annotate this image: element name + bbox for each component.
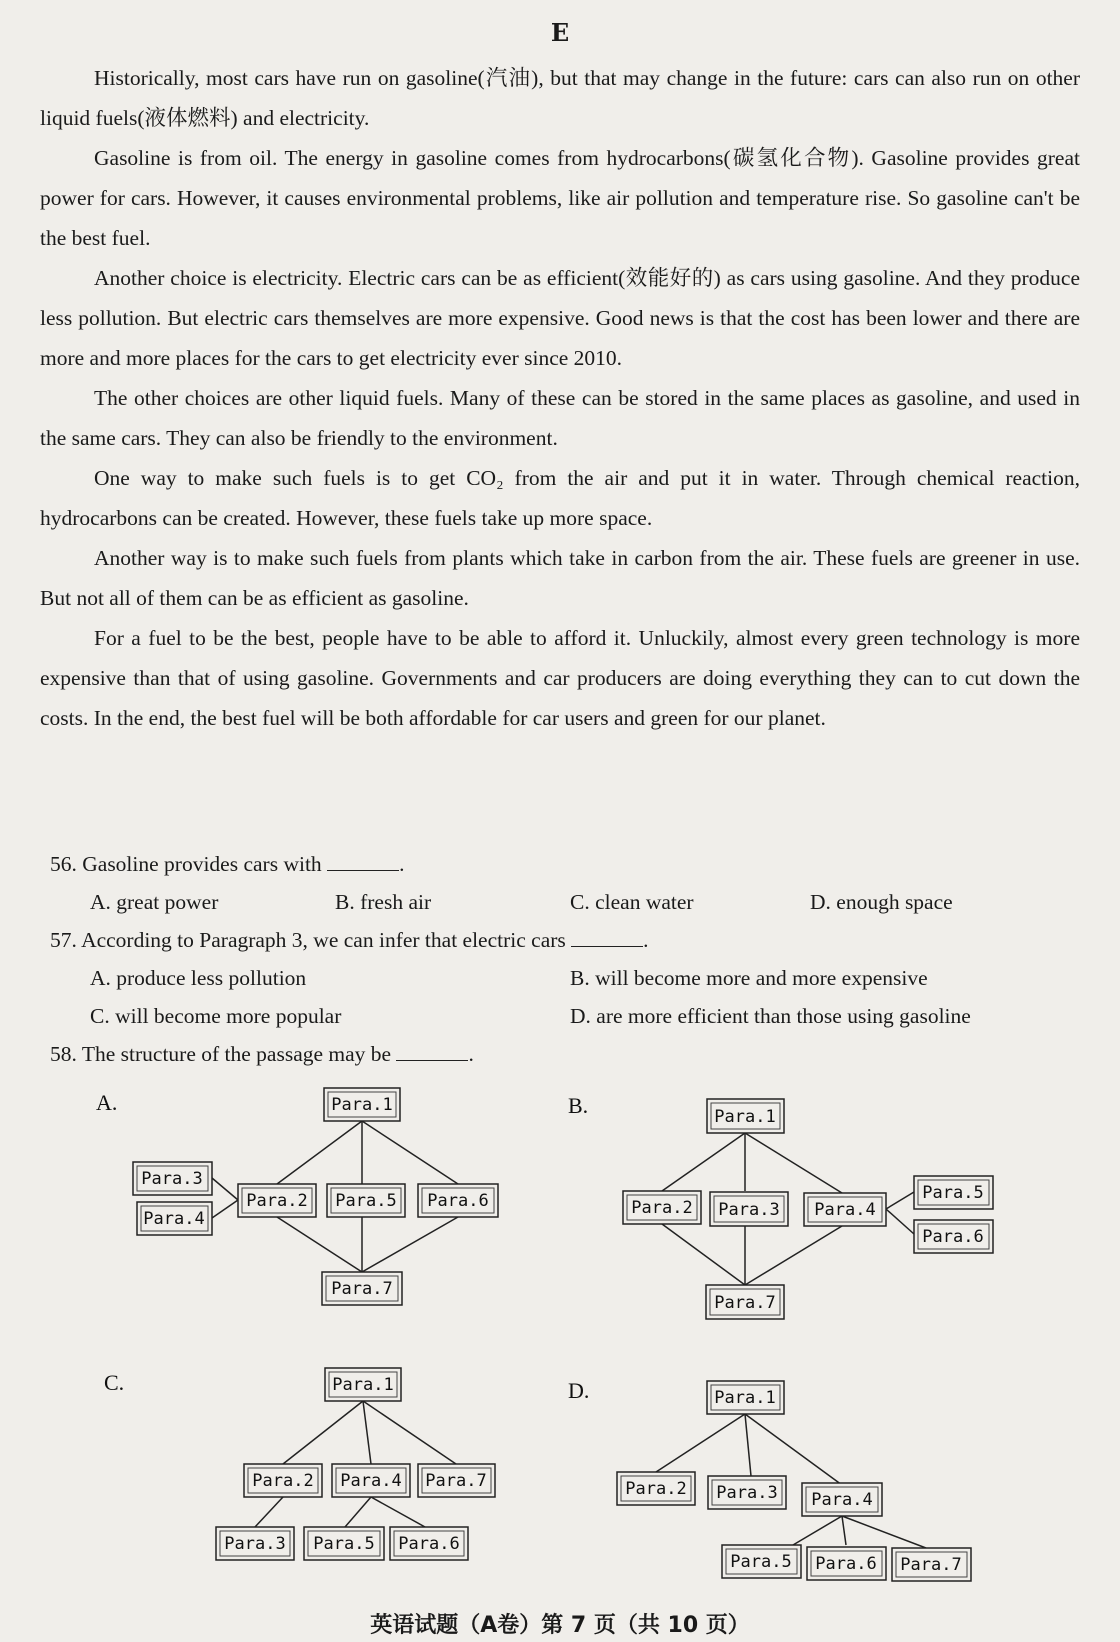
svg-text:Para.7: Para.7 [425, 1471, 487, 1491]
diagram-b-para5 [914, 1176, 993, 1209]
svg-text:Para.1: Para.1 [332, 1375, 394, 1395]
diagram-d-para5 [722, 1545, 801, 1578]
svg-text:Para.1: Para.1 [714, 1107, 776, 1127]
diagram-d-para6 [807, 1547, 886, 1580]
svg-text:Para.4: Para.4 [814, 1200, 876, 1220]
diagram-b-para7 [706, 1285, 784, 1319]
option-d[interactable]: D. enough space [810, 890, 953, 914]
paragraph-2: Gasoline is from oil. The energy in gasoline comes from hydrocarbons(碳氢化合物). Gasoline provides great power for cars. However, it causes environmental problems, like air pollution and temperature rise. So gasoline can't be the best fuel. [40, 146, 1080, 250]
diagram-c-para6 [390, 1527, 468, 1560]
svg-text:Para.3: Para.3 [141, 1169, 203, 1189]
question-56: 56. Gasoline provides cars with . [50, 852, 405, 876]
diagram-a-para2 [238, 1184, 316, 1217]
svg-text:Para.4: Para.4 [340, 1471, 402, 1491]
question-58: 58. The structure of the passage may be . [50, 1042, 474, 1066]
svg-text:Para.1: Para.1 [714, 1388, 776, 1408]
diagram-label-b[interactable]: B. [568, 1093, 589, 1118]
diagram-a [133, 1088, 498, 1305]
svg-text:Para.5: Para.5 [922, 1183, 984, 1203]
diagram-a-para4 [137, 1202, 212, 1235]
diagram-d [617, 1381, 971, 1581]
option-d[interactable]: D. are more efficient than those using gasoline [570, 1004, 971, 1028]
svg-text:Para.5: Para.5 [730, 1552, 792, 1572]
svg-text:Para.3: Para.3 [224, 1534, 286, 1554]
diagram-c-para1 [325, 1368, 401, 1401]
svg-text:Para.7: Para.7 [714, 1293, 776, 1313]
diagram-d-para3 [708, 1476, 786, 1509]
diagram-a-para1 [324, 1088, 400, 1121]
paragraph-4: The other choices are other liquid fuels. Many of these can be stored in the same places as gasoline, and used in the same cars. They can also be friendly to the environment. [40, 386, 1080, 450]
paragraph-6: Another way is to make such fuels from plants which take in carbon from the air. These fuels are greener in use. But not all of them can be as efficient as gasoline. [40, 546, 1080, 610]
diagram-b-para1 [707, 1099, 784, 1133]
option-b[interactable]: B. fresh air [335, 890, 432, 914]
option-b[interactable]: B. will become more and more expensive [570, 966, 928, 990]
diagram-c-para5 [304, 1527, 384, 1560]
svg-text:Para.6: Para.6 [922, 1227, 984, 1247]
svg-text:Para.5: Para.5 [313, 1534, 375, 1554]
question-57: 57. According to Paragraph 3, we can infer that electric cars . [50, 928, 649, 952]
diagram-b [623, 1099, 993, 1319]
svg-text:Para.6: Para.6 [815, 1554, 877, 1574]
option-c[interactable]: C. clean water [570, 890, 694, 914]
svg-text:Para.2: Para.2 [631, 1198, 693, 1218]
diagram-c-para7 [418, 1464, 495, 1497]
paragraph-7: For a fuel to be the best, people have to be able to afford it. Unluckily, almost every green technology is more expensive than that of using gasoline. Governments and car producers are doing everything they can to cut down the costs. In the end, the best fuel will be both affordable for car users and green for our planet. [40, 626, 1080, 730]
section-title: E [550, 18, 570, 47]
page-footer: 英语试题（A卷）第 7 页（共 10 页） [370, 1613, 750, 1638]
diagram-c-para2 [244, 1464, 322, 1497]
diagram-c [216, 1368, 495, 1560]
diagram-label-a[interactable]: A. [96, 1090, 118, 1115]
svg-text:Para.1: Para.1 [331, 1095, 393, 1115]
svg-text:Para.2: Para.2 [252, 1471, 314, 1491]
question-58-stem: 58. The structure of the passage may be [50, 1042, 392, 1066]
svg-text:Para.7: Para.7 [900, 1555, 962, 1575]
svg-text:Para.3: Para.3 [716, 1483, 778, 1503]
paragraph-3: Another choice is electricity. Electric cars can be as efficient(效能好的) as cars using gasoline. And they produce less pollution. But electric cars themselves are more expensive. Good news is that the cost has been lower and there are more and more places for the cars to get electricity ever since 2010. [40, 266, 1080, 370]
diagram-a-para6 [418, 1184, 498, 1217]
option-a[interactable]: A. produce less pollution [90, 966, 307, 990]
diagram-c-para4 [332, 1464, 410, 1497]
diagram-a-para5 [327, 1184, 405, 1217]
question-57-stem: 57. According to Paragraph 3, we can infer that electric cars [50, 928, 566, 952]
option-a[interactable]: A. great power [90, 890, 219, 914]
diagram-d-para2 [617, 1472, 695, 1505]
diagram-c-para3 [216, 1527, 294, 1560]
diagram-label-c[interactable]: C. [104, 1370, 125, 1395]
svg-text:Para.4: Para.4 [143, 1209, 205, 1229]
paragraph-1: Historically, most cars have run on gasoline(汽油), but that may change in the future: cars can also run on other liquid fuels(液体燃料) and electricity. [40, 66, 1080, 130]
question-56-stem: 56. Gasoline provides cars with [50, 852, 322, 876]
svg-text:Para.3: Para.3 [718, 1200, 780, 1220]
svg-text:Para.2: Para.2 [625, 1479, 687, 1499]
paragraph-5: One way to make such fuels is to get CO₂ from the air and put it in water. Through chemical reaction, hydrocarbons can be created. However, these fuels take up more space. [40, 466, 1080, 530]
diagram-label-d[interactable]: D. [568, 1378, 590, 1403]
diagram-b-para4 [804, 1193, 886, 1226]
diagram-b-para6 [914, 1220, 993, 1253]
diagram-a-para7 [322, 1272, 402, 1305]
diagram-d-para1 [707, 1381, 784, 1414]
svg-text:Para.7: Para.7 [331, 1279, 393, 1299]
svg-text:Para.5: Para.5 [335, 1191, 397, 1211]
svg-text:Para.4: Para.4 [811, 1490, 873, 1510]
diagram-b-para3 [710, 1192, 788, 1226]
diagram-b-para2 [623, 1191, 701, 1224]
svg-text:Para.2: Para.2 [246, 1191, 308, 1211]
diagram-a-para3 [133, 1162, 212, 1195]
svg-text:Para.6: Para.6 [427, 1191, 489, 1211]
diagram-d-para4 [802, 1483, 882, 1516]
svg-text:Para.6: Para.6 [398, 1534, 460, 1554]
diagram-d-para7 [892, 1548, 971, 1581]
option-c[interactable]: C. will become more popular [90, 1004, 342, 1028]
